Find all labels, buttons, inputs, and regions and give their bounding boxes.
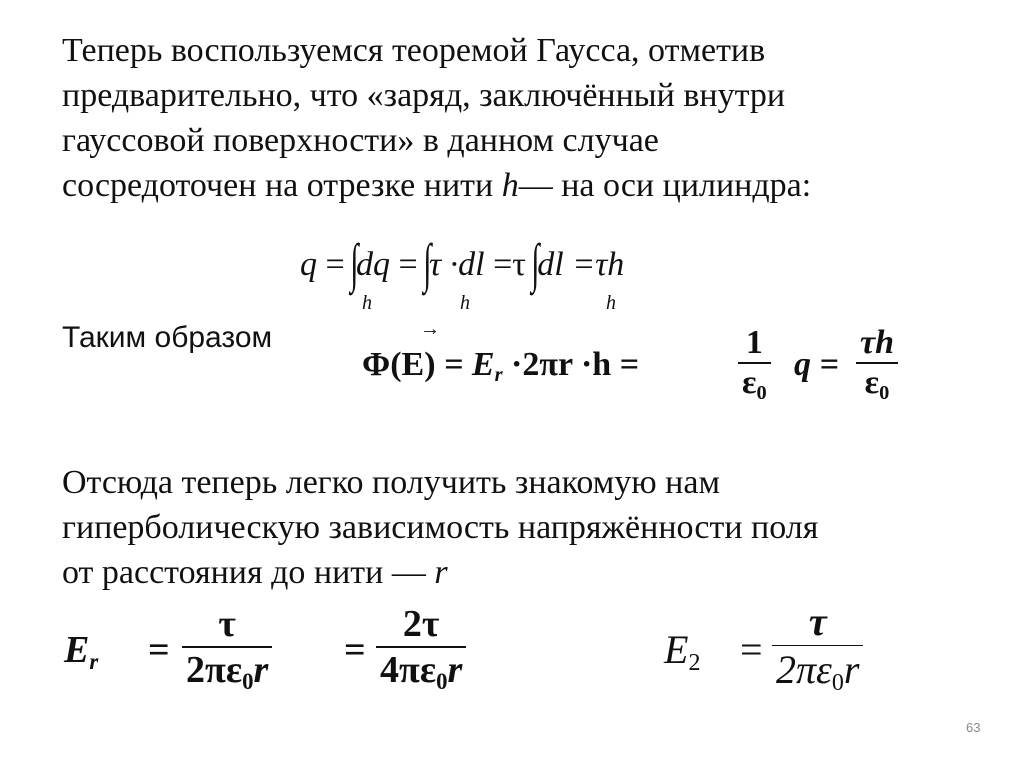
fraction-2tau-den-sub: 0 xyxy=(436,668,448,694)
paragraph-conclusion-var-r: r xyxy=(434,554,448,591)
paragraph-intro-line3: гауссовой поверхности» в данном случае xyxy=(62,122,659,159)
eq-charge-equals-2: = xyxy=(398,246,418,283)
paragraph-conclusion-line1: Отсюда теперь легко получить знакомую нам xyxy=(62,464,720,501)
fraction-one-den-eps: ε xyxy=(742,364,757,401)
eq-charge-result: =τh xyxy=(572,246,625,283)
eq-flux-middle: ·2πr ·h = xyxy=(511,346,640,383)
fraction-tau-den-r: r xyxy=(253,649,269,691)
eq-flux-q: q = xyxy=(794,346,839,383)
fraction-2tau-over-4pi xyxy=(376,602,466,695)
paragraph-conclusion-line2: гиперболическую зависимость напряжённости поля xyxy=(62,509,819,546)
fraction-e2-den xyxy=(772,645,863,697)
fraction-one-den-sub: 0 xyxy=(756,382,767,405)
fraction-tauh-den xyxy=(856,362,898,405)
equation-field-e2 xyxy=(664,596,944,706)
fraction-tauh-over-eps xyxy=(856,324,898,405)
fraction-one-den xyxy=(738,362,771,405)
paragraph-intro-line2: предварительно, что «заряд, заключённый внутри xyxy=(62,77,786,114)
fraction-e2 xyxy=(772,598,863,697)
fraction-tauh-den-eps: ε xyxy=(864,364,880,401)
vector-arrow-icon: → xyxy=(420,318,440,340)
fraction-e2-num: τ xyxy=(808,599,827,644)
label-thus: Таким образом xyxy=(62,321,273,354)
fraction-2tau-den-main: 4πε xyxy=(380,649,437,691)
eq-charge-dl: dl xyxy=(537,246,564,283)
equation-charge-integral xyxy=(300,232,760,322)
eq-flux-er: = E xyxy=(444,346,495,383)
equation-field-er xyxy=(64,600,534,710)
paragraph-intro-line1: Теперь воспользуемся теоремой Гаусса, отметив xyxy=(62,32,766,69)
fraction-tauh-den-sub: 0 xyxy=(879,382,890,405)
fraction-e2-den-sub: 0 xyxy=(831,670,844,697)
fraction-tau-den-sub: 0 xyxy=(242,668,254,694)
fraction-e2-den-main: 2πε xyxy=(776,647,832,692)
paragraph-intro-line4-end: — на оси цилиндра: xyxy=(518,167,812,204)
fraction-tau-den xyxy=(182,646,272,695)
paragraph-intro-line4-start: сосредоточен на отрезке нити xyxy=(62,167,502,204)
fraction-tau-over-2pi xyxy=(182,602,272,695)
paragraph-intro xyxy=(62,28,811,208)
eq-er-lhs-sub: r xyxy=(89,648,99,674)
fraction-tau-den-main: 2πε xyxy=(186,649,243,691)
eq-charge-q: q xyxy=(300,246,317,283)
eq-er-equals-2: = xyxy=(344,629,366,671)
fraction-one-num: 1 xyxy=(745,324,763,361)
eq-charge-equals-1: = xyxy=(325,246,345,283)
eq-er-lhs-e: E xyxy=(64,629,90,671)
fraction-one-over-eps xyxy=(738,324,771,405)
integral-limit-3: h xyxy=(606,292,616,314)
paragraph-conclusion xyxy=(62,460,818,595)
eq-e2-lhs xyxy=(664,626,700,677)
eq-flux-lhs: Φ(E) xyxy=(362,346,436,383)
fraction-tauh-num: τh xyxy=(860,324,894,361)
eq-charge-equals-tau: =τ xyxy=(493,246,526,283)
integral-limit-1: h xyxy=(362,292,372,314)
eq-charge-tau-dl: τ ·dl xyxy=(428,246,485,283)
fraction-2tau-num: 2τ xyxy=(402,603,440,645)
integral-limit-2: h xyxy=(460,292,470,314)
integral-symbol-3: ∫ xyxy=(531,233,540,293)
eq-e2-lhs-e: E xyxy=(664,627,689,672)
integral-symbol-1: ∫ xyxy=(350,233,359,293)
eq-e2-lhs-sub: 2 xyxy=(688,650,701,677)
paragraph-conclusion-line3-start: от расстояния до нити — xyxy=(62,554,435,591)
eq-charge-dq: dq xyxy=(355,246,390,283)
fraction-tau-num: τ xyxy=(218,603,236,645)
page-number: 63 xyxy=(966,720,981,735)
paragraph-intro-line4 xyxy=(62,163,811,208)
eq-flux-er-sub: r xyxy=(494,364,503,387)
paragraph-intro-var-h: h xyxy=(501,167,519,204)
fraction-e2-den-r: r xyxy=(843,647,860,692)
paragraph-conclusion-line3 xyxy=(62,550,818,595)
integral-symbol-2: ∫ xyxy=(423,233,432,293)
eq-er-equals-1: = xyxy=(148,629,170,671)
fraction-2tau-den-r: r xyxy=(447,649,463,691)
eq-flux-lhs-group xyxy=(362,346,639,387)
eq-er-lhs xyxy=(64,628,98,675)
eq-e2-equals: = xyxy=(740,627,763,672)
fraction-2tau-den xyxy=(376,646,466,695)
equation-flux xyxy=(362,318,922,414)
